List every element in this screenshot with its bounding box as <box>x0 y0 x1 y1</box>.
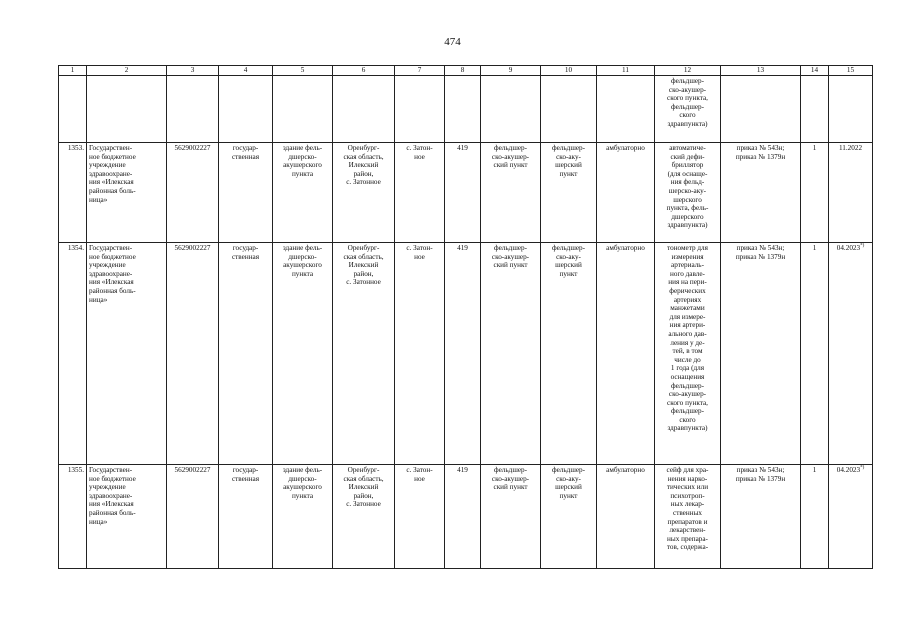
column-number: 15 <box>829 66 873 76</box>
equipment: фельдшер- ско-акушер- ского пункта, фельдшер- ского здравпункта) <box>655 76 721 143</box>
inn <box>167 76 219 143</box>
table-row <box>59 243 873 465</box>
row-number: 1355. <box>59 465 87 569</box>
facility-type: фельдшер- ско-акушер- ский пункт <box>481 143 541 243</box>
page-number: 474 <box>444 36 461 48</box>
building: здание фель- дшерско- акушерского пункта <box>273 143 333 243</box>
row-number <box>59 76 87 143</box>
table-row <box>59 465 873 569</box>
population: 419 <box>445 143 481 243</box>
quantity: 1 <box>801 465 829 569</box>
equipment: сейф для хра- нения нарко- тических или психотроп- ных лекар- ственных препаратов и лекарствен- ных препара- тов, содержа- <box>655 465 721 569</box>
building <box>273 76 333 143</box>
institution-name: Государствен- ное бюджетное учреждение здравоохране- ния «Илекская районная боль- ница» <box>87 465 167 569</box>
address: Оренбург- ская область, Илекский район, с. Затонное <box>333 243 395 465</box>
inn: 5629002227 <box>167 143 219 243</box>
column-number: 8 <box>445 66 481 76</box>
quantity: 1 <box>801 143 829 243</box>
order-reference: приказ № 543н; приказ № 1379н <box>721 243 801 465</box>
column-number: 3 <box>167 66 219 76</box>
column-number: 10 <box>541 66 597 76</box>
column-number: 4 <box>219 66 273 76</box>
building: здание фель- дшерско- акушерского пункта <box>273 465 333 569</box>
column-number: 7 <box>395 66 445 76</box>
facility-type <box>481 76 541 143</box>
order-reference: приказ № 543н; приказ № 1379н <box>721 143 801 243</box>
care-conditions <box>597 76 655 143</box>
address <box>333 76 395 143</box>
equipment: автоматиче- ский дефи- бриллятор (для оснаще- ния фельд- шерско-аку- шерского пункта, фель- дшерского здравпункта) <box>655 143 721 243</box>
inn: 5629002227 <box>167 243 219 465</box>
column-number: 11 <box>597 66 655 76</box>
ownership-form: государ- ственная <box>219 143 273 243</box>
unit-type: фельдшер- ско-аку- шерский пункт <box>541 243 597 465</box>
date <box>829 76 873 143</box>
address: Оренбург- ская область, Илекский район, с. Затонное <box>333 143 395 243</box>
table-row-continuation <box>59 76 873 143</box>
unit-type <box>541 76 597 143</box>
column-number: 13 <box>721 66 801 76</box>
care-conditions: амбулаторно <box>597 465 655 569</box>
facility-type: фельдшер- ско-акушер- ский пункт <box>481 243 541 465</box>
date: 11.2022 <box>829 143 873 243</box>
care-conditions: амбулаторно <box>597 143 655 243</box>
column-number-header-row <box>59 66 873 76</box>
unit-type: фельдшер- ско-аку- шерский пункт <box>541 465 597 569</box>
column-number: 5 <box>273 66 333 76</box>
locality: с. Затон- ное <box>395 143 445 243</box>
quantity: 1 <box>801 243 829 465</box>
ownership-form: государ- ственная <box>219 243 273 465</box>
order-reference: приказ № 543н; приказ № 1379н <box>721 465 801 569</box>
population: 419 <box>445 465 481 569</box>
registry-table <box>58 65 873 569</box>
column-number: 6 <box>333 66 395 76</box>
date: 04.2023*) <box>829 243 873 465</box>
address: Оренбург- ская область, Илекский район, с. Затонное <box>333 465 395 569</box>
facility-type: фельдшер- ско-акушер- ский пункт <box>481 465 541 569</box>
population: 419 <box>445 243 481 465</box>
column-number: 2 <box>87 66 167 76</box>
institution-name <box>87 76 167 143</box>
care-conditions: амбулаторно <box>597 243 655 465</box>
locality: с. Затон- ное <box>395 465 445 569</box>
inn: 5629002227 <box>167 465 219 569</box>
row-number: 1353. <box>59 143 87 243</box>
ownership-form: государ- ственная <box>219 465 273 569</box>
unit-type: фельдшер- ско-аку- шерский пункт <box>541 143 597 243</box>
locality <box>395 76 445 143</box>
institution-name: Государствен- ное бюджетное учреждение здравоохране- ния «Илекская районная боль- ница» <box>87 243 167 465</box>
locality: с. Затон- ное <box>395 243 445 465</box>
building: здание фель- дшерско- акушерского пункта <box>273 243 333 465</box>
column-number: 14 <box>801 66 829 76</box>
order-reference <box>721 76 801 143</box>
equipment: тонометр для измерения артериаль- ного давле- ния на пери- ферических артериях манжетами для измере- ния артери- ального дав- ления у де- тей, в том числе до 1 года (для оснащения фельдшер- ско-акушер- ского пункта, фельдшер- ского здравпункта) <box>655 243 721 465</box>
institution-name: Государствен- ное бюджетное учреждение здравоохране- ния «Илекская районная боль- ница» <box>87 143 167 243</box>
row-number: 1354. <box>59 243 87 465</box>
column-number: 9 <box>481 66 541 76</box>
column-number: 1 <box>59 66 87 76</box>
ownership-form <box>219 76 273 143</box>
date: 04.2023*) <box>829 465 873 569</box>
quantity <box>801 76 829 143</box>
column-number: 12 <box>655 66 721 76</box>
population <box>445 76 481 143</box>
table-row <box>59 143 873 243</box>
